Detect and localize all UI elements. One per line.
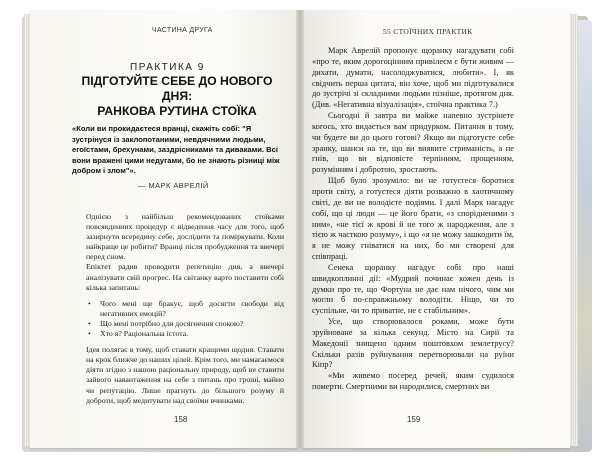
right-page-number: 159 — [407, 415, 421, 424]
practice-title-line2: РАНКОВА РУТИНА СТОЇКА — [97, 104, 257, 118]
right-paragraph-2: Сьогодні й завтра ви майже напевно зустрінете когось, хто видається вам придурком. Питання в тому, чи будете ви до цього готові? Якщо ви підготуєте себе зранку, шанси на те, що ви виявите стриманість, а не гнів, що ви відповісте терпінням, прощенням, розумінням і добротою, зростають. — [312, 111, 514, 175]
left-paragraph-1: Однією з найбільш рекомендованих стоїками повсякденних процедур є відведення часу для того, щоб зазирнути всередину себе, дослідити та поміркувати. Коли найкраще це робити? Вранці після пробудження та ввечері перед сном. — [86, 212, 284, 262]
epigraph-attribution: — МАРК АВРЕЛІЙ — [138, 181, 209, 190]
right-paragraph-6: «Ми живемо посеред речей, яким судилося померти. Смертними ви народилися, смертних ви — [312, 371, 514, 392]
right-running-head: 55 СТОЇЧНИХ ПРАКТИК — [383, 27, 473, 36]
left-running-head: ЧАСТИНА ДРУГА — [152, 27, 213, 34]
left-paragraph-3: Ідея полягає в тому, щоб ставати кращими щодня. Ставати на крок ближче до наших цілей. Крім того, ми намагаємося діяти згідно з нашою раціональну природу, щоб не ставити зайвого навантаження на себе з питань про гроші, майно чи репутацію. Лише прагнуть до більшого розуму й доброти, щоб медитувати над своїми вчинками. — [86, 345, 284, 405]
right-paragraph-3: Щоб було зрозуміло: ви не готуєтеся боротися проти світу, а готуєтеся діяти розважно в хаотичному світі, де ви не володієте подіями. І далі Марк нагадує собі, що ці люди — це його брати, «з спорідненими з ним», «не тієї ж крові й не того ж народження, але з тією ж часткою розуму», і що «я не можу зашкодити їм, я не можу гніватися на них, бо ми створені для співпраці. — [312, 176, 514, 262]
left-paragraph-2: Епіктет радив проводити репетицію дня, а ввечері аналізувати свій прогрес. На світанку варто поставити собі кілька запитань: — [86, 262, 284, 292]
right-paragraph-4: Сенека щоранку нагадує собі про наші швидкоплинні дії: «Мудрий починає кожен день із думки про те, що Фортуна не дає нам нічого, чим ми могли б по-справжньому володіти. Ніщо, чи то суспільне, чи то приватне, не є стабільним». — [312, 262, 514, 316]
right-paragraph-1: Марк Аврелій пропонує щоранку нагадувати собі «про те, яким дорогоцінним привілеєм є бути живим — дихати, думати, насолоджуватися, любити». І, як свідчить перша цитата, він хоче, щоб ми підготувалися до зустрічі зі складними людьми пізніше, протягом дня. (Див. «Негативна візуалізація», стоїчна практика 7.) — [312, 46, 514, 110]
practice-title-line1: ПІДГОТУЙТЕ СЕБЕ ДО НОВОГО ДНЯ: — [81, 74, 273, 103]
list-item: • Чого мені ще бракує, щоб досягти свободи від негативних емоцій? — [96, 299, 284, 319]
right-body-text — [312, 46, 514, 393]
list-item: • Що мені потрібно для досягнення спокою? — [96, 319, 284, 329]
left-page-number: 158 — [174, 415, 188, 424]
practice-title — [72, 74, 282, 119]
left-body-text — [86, 212, 284, 406]
epigraph-quote: «Коли ви прокидаєтеся вранці, скажіть собі: "Я зустрінуся із заклопотаними, невдячними людьми, егоїстами, брехунами, заздрісниками та диваками. Всі вони вражені цими недугами, бо не знають різниці між добром і злом"». — [72, 124, 280, 176]
book-gutter — [296, 10, 304, 448]
right-paragraph-5: Усе, що створювалося роками, може бути зруйноване за кілька секунд. Місто на Сирії та Македонії знищено одним поштовхом землетрусу? Скільки разів руйнування перетворювали на руїни Кіпр? — [312, 317, 514, 370]
list-item: • Хто я? Раціональна істота. — [96, 329, 284, 339]
question-list — [86, 299, 284, 339]
page-edges-right — [570, 14, 578, 446]
practice-label: ПРАКТИКА 9 — [130, 62, 205, 73]
